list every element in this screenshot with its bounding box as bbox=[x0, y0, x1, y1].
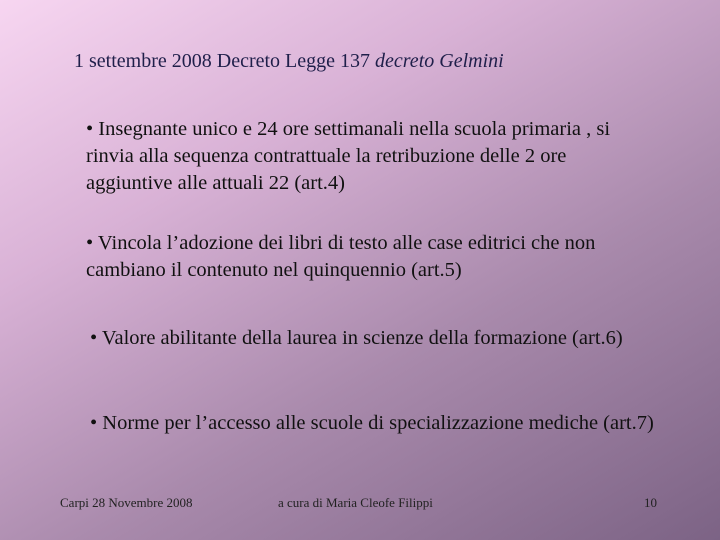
bullet-item: • Vincola l’adozione dei libri di testo alle case editrici che non cambiano il contenuto nel quinquennio (art.5) bbox=[86, 232, 596, 281]
bullet-item: • Norme per l’accesso alle scuole di specializzazione mediche (art.7) bbox=[90, 412, 654, 434]
slide-title bbox=[74, 48, 504, 74]
title-text: 1 settembre 2008 Decreto Legge 137 bbox=[74, 50, 376, 72]
bullet-item: • Valore abilitante della laurea in scienze della formazione (art.6) bbox=[90, 327, 623, 349]
footer-date: Carpi 28 Novembre 2008 bbox=[60, 495, 193, 510]
footer-author: a cura di Maria Cleofe Filippi bbox=[278, 495, 433, 510]
page-number: 10 bbox=[644, 495, 657, 510]
title-italic-text: decreto Gelmini bbox=[375, 50, 504, 72]
bullet-item: • Insegnante unico e 24 ore settimanali nella scuola primaria , si rinvia alla sequenza contrattuale la retribuzione delle 2 ore aggiuntive alle attuali 22 (art.4) bbox=[86, 118, 611, 194]
